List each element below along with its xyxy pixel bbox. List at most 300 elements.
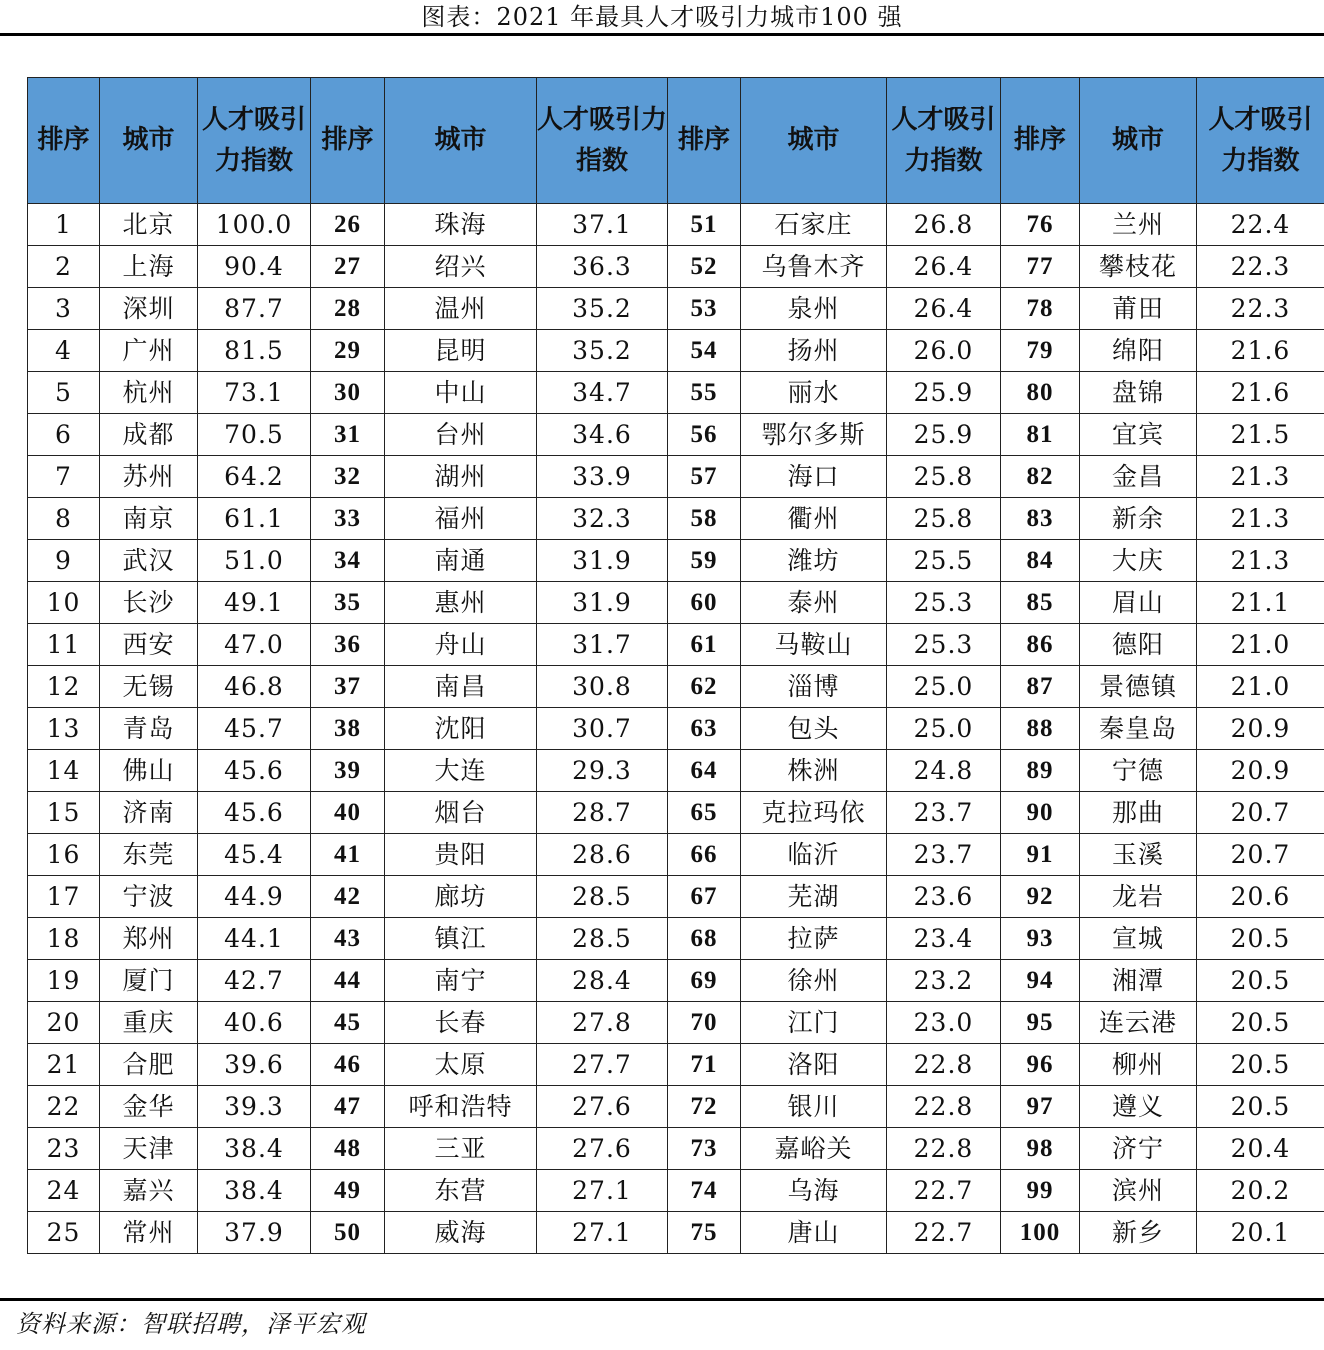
- city-cell: 潍坊: [741, 540, 887, 582]
- city-cell: 克拉玛依: [741, 792, 887, 834]
- table-row: [28, 960, 1324, 1002]
- city-cell: 昆明: [385, 330, 537, 372]
- index-cell: 21.0: [1197, 624, 1324, 666]
- city-header: 城市: [1080, 78, 1197, 204]
- rank-cell: 39: [311, 750, 385, 792]
- city-cell: 东莞: [100, 834, 198, 876]
- index-cell: 28.6: [537, 834, 668, 876]
- table-row: [28, 918, 1324, 960]
- rank-header: 排序: [668, 78, 741, 204]
- table-row: [28, 330, 1324, 372]
- rank-cell: 4: [28, 330, 100, 372]
- index-cell: 27.1: [537, 1170, 668, 1212]
- table-row: [28, 288, 1324, 330]
- city-cell: 台州: [385, 414, 537, 456]
- city-cell: 烟台: [385, 792, 537, 834]
- index-cell: 21.1: [1197, 582, 1324, 624]
- rank-cell: 79: [1001, 330, 1080, 372]
- index-cell: 28.7: [537, 792, 668, 834]
- city-cell: 西安: [100, 624, 198, 666]
- city-cell: 常州: [100, 1212, 198, 1254]
- city-cell: 廊坊: [385, 876, 537, 918]
- city-cell: 嘉峪关: [741, 1128, 887, 1170]
- index-cell: 22.7: [887, 1170, 1001, 1212]
- rank-cell: 13: [28, 708, 100, 750]
- city-cell: 绍兴: [385, 246, 537, 288]
- city-cell: 南宁: [385, 960, 537, 1002]
- rank-cell: 81: [1001, 414, 1080, 456]
- ranking-table: [27, 77, 1324, 1254]
- rank-cell: 56: [668, 414, 741, 456]
- index-cell: 20.2: [1197, 1170, 1324, 1212]
- rank-cell: 44: [311, 960, 385, 1002]
- rank-cell: 7: [28, 456, 100, 498]
- index-cell: 31.9: [537, 540, 668, 582]
- index-cell: 26.4: [887, 288, 1001, 330]
- rank-cell: 55: [668, 372, 741, 414]
- top-rule: [0, 33, 1324, 36]
- rank-cell: 84: [1001, 540, 1080, 582]
- city-cell: 马鞍山: [741, 624, 887, 666]
- index-cell: 20.5: [1197, 960, 1324, 1002]
- city-cell: 泉州: [741, 288, 887, 330]
- city-header: 城市: [100, 78, 198, 204]
- city-cell: 宁德: [1080, 750, 1197, 792]
- city-cell: 新乡: [1080, 1212, 1197, 1254]
- rank-cell: 37: [311, 666, 385, 708]
- index-cell: 30.8: [537, 666, 668, 708]
- index-cell: 20.7: [1197, 792, 1324, 834]
- rank-cell: 21: [28, 1044, 100, 1086]
- city-cell: 湖州: [385, 456, 537, 498]
- city-cell: 眉山: [1080, 582, 1197, 624]
- index-cell: 21.3: [1197, 540, 1324, 582]
- city-cell: 中山: [385, 372, 537, 414]
- rank-cell: 64: [668, 750, 741, 792]
- table-row: [28, 204, 1324, 246]
- rank-cell: 86: [1001, 624, 1080, 666]
- rank-cell: 36: [311, 624, 385, 666]
- index-cell: 45.6: [198, 750, 311, 792]
- rank-cell: 1: [28, 204, 100, 246]
- rank-cell: 52: [668, 246, 741, 288]
- rank-cell: 42: [311, 876, 385, 918]
- city-cell: 新余: [1080, 498, 1197, 540]
- index-cell: 21.5: [1197, 414, 1324, 456]
- index-cell: 46.8: [198, 666, 311, 708]
- index-cell: 23.7: [887, 834, 1001, 876]
- table-row: [28, 708, 1324, 750]
- rank-cell: 80: [1001, 372, 1080, 414]
- index-cell: 20.9: [1197, 750, 1324, 792]
- city-cell: 德阳: [1080, 624, 1197, 666]
- city-cell: 绵阳: [1080, 330, 1197, 372]
- rank-cell: 32: [311, 456, 385, 498]
- index-cell: 34.6: [537, 414, 668, 456]
- city-cell: 厦门: [100, 960, 198, 1002]
- city-cell: 大庆: [1080, 540, 1197, 582]
- city-cell: 宣城: [1080, 918, 1197, 960]
- city-header: 城市: [741, 78, 887, 204]
- index-cell: 35.2: [537, 330, 668, 372]
- rank-cell: 76: [1001, 204, 1080, 246]
- index-cell: 20.5: [1197, 1044, 1324, 1086]
- index-cell: 23.2: [887, 960, 1001, 1002]
- index-cell: 27.8: [537, 1002, 668, 1044]
- index-cell: 27.7: [537, 1044, 668, 1086]
- city-cell: 北京: [100, 204, 198, 246]
- index-cell: 27.6: [537, 1086, 668, 1128]
- index-cell: 26.0: [887, 330, 1001, 372]
- index-cell: 25.0: [887, 708, 1001, 750]
- index-cell: 61.1: [198, 498, 311, 540]
- rank-cell: 23: [28, 1128, 100, 1170]
- city-cell: 南昌: [385, 666, 537, 708]
- city-cell: 鄂尔多斯: [741, 414, 887, 456]
- city-cell: 江门: [741, 1002, 887, 1044]
- city-cell: 沈阳: [385, 708, 537, 750]
- city-cell: 攀枝花: [1080, 246, 1197, 288]
- index-cell: 25.5: [887, 540, 1001, 582]
- index-cell: 39.3: [198, 1086, 311, 1128]
- rank-cell: 83: [1001, 498, 1080, 540]
- index-cell: 22.8: [887, 1044, 1001, 1086]
- index-cell: 25.9: [887, 372, 1001, 414]
- rank-cell: 12: [28, 666, 100, 708]
- city-cell: 太原: [385, 1044, 537, 1086]
- rank-cell: 40: [311, 792, 385, 834]
- index-cell: 22.3: [1197, 288, 1324, 330]
- rank-cell: 71: [668, 1044, 741, 1086]
- city-cell: 徐州: [741, 960, 887, 1002]
- index-cell: 45.6: [198, 792, 311, 834]
- header-row: [28, 78, 1324, 204]
- rank-cell: 60: [668, 582, 741, 624]
- rank-cell: 90: [1001, 792, 1080, 834]
- city-cell: 无锡: [100, 666, 198, 708]
- rank-cell: 77: [1001, 246, 1080, 288]
- index-cell: 31.9: [537, 582, 668, 624]
- index-cell: 20.9: [1197, 708, 1324, 750]
- rank-cell: 29: [311, 330, 385, 372]
- index-cell: 40.6: [198, 1002, 311, 1044]
- city-cell: 金华: [100, 1086, 198, 1128]
- city-cell: 天津: [100, 1128, 198, 1170]
- index-cell: 20.4: [1197, 1128, 1324, 1170]
- index-header: 人才吸引力指数: [537, 78, 668, 204]
- city-cell: 乌海: [741, 1170, 887, 1212]
- city-cell: 温州: [385, 288, 537, 330]
- city-cell: 重庆: [100, 1002, 198, 1044]
- city-cell: 武汉: [100, 540, 198, 582]
- city-cell: 淄博: [741, 666, 887, 708]
- city-cell: 泰州: [741, 582, 887, 624]
- index-cell: 23.4: [887, 918, 1001, 960]
- rank-cell: 34: [311, 540, 385, 582]
- index-cell: 100.0: [198, 204, 311, 246]
- index-cell: 37.9: [198, 1212, 311, 1254]
- city-cell: 东营: [385, 1170, 537, 1212]
- city-cell: 遵义: [1080, 1086, 1197, 1128]
- city-cell: 那曲: [1080, 792, 1197, 834]
- index-cell: 20.6: [1197, 876, 1324, 918]
- rank-cell: 20: [28, 1002, 100, 1044]
- city-cell: 芜湖: [741, 876, 887, 918]
- rank-cell: 99: [1001, 1170, 1080, 1212]
- rank-cell: 6: [28, 414, 100, 456]
- rank-cell: 91: [1001, 834, 1080, 876]
- city-cell: 长沙: [100, 582, 198, 624]
- city-cell: 株洲: [741, 750, 887, 792]
- city-cell: 龙岩: [1080, 876, 1197, 918]
- index-cell: 21.3: [1197, 498, 1324, 540]
- rank-cell: 68: [668, 918, 741, 960]
- city-cell: 柳州: [1080, 1044, 1197, 1086]
- index-cell: 28.4: [537, 960, 668, 1002]
- index-cell: 45.4: [198, 834, 311, 876]
- table-row: [28, 750, 1324, 792]
- rank-header: 排序: [28, 78, 100, 204]
- rank-cell: 9: [28, 540, 100, 582]
- city-cell: 贵阳: [385, 834, 537, 876]
- city-cell: 惠州: [385, 582, 537, 624]
- index-cell: 26.8: [887, 204, 1001, 246]
- city-cell: 兰州: [1080, 204, 1197, 246]
- rank-cell: 65: [668, 792, 741, 834]
- rank-cell: 3: [28, 288, 100, 330]
- index-cell: 73.1: [198, 372, 311, 414]
- rank-cell: 73: [668, 1128, 741, 1170]
- index-cell: 29.3: [537, 750, 668, 792]
- rank-cell: 63: [668, 708, 741, 750]
- rank-cell: 2: [28, 246, 100, 288]
- index-cell: 22.3: [1197, 246, 1324, 288]
- index-cell: 21.0: [1197, 666, 1324, 708]
- rank-cell: 96: [1001, 1044, 1080, 1086]
- index-cell: 64.2: [198, 456, 311, 498]
- city-cell: 扬州: [741, 330, 887, 372]
- page-title: 图表：2021 年最具人才吸引力城市100 强: [421, 3, 903, 31]
- rank-cell: 33: [311, 498, 385, 540]
- city-cell: 威海: [385, 1212, 537, 1254]
- city-cell: 成都: [100, 414, 198, 456]
- index-cell: 44.1: [198, 918, 311, 960]
- index-cell: 33.9: [537, 456, 668, 498]
- rank-cell: 48: [311, 1128, 385, 1170]
- rank-cell: 88: [1001, 708, 1080, 750]
- rank-cell: 15: [28, 792, 100, 834]
- index-cell: 20.1: [1197, 1212, 1324, 1254]
- index-cell: 44.9: [198, 876, 311, 918]
- table-row: [28, 456, 1324, 498]
- index-cell: 27.6: [537, 1128, 668, 1170]
- index-cell: 20.5: [1197, 918, 1324, 960]
- index-cell: 22.8: [887, 1086, 1001, 1128]
- city-cell: 上海: [100, 246, 198, 288]
- index-cell: 20.7: [1197, 834, 1324, 876]
- index-cell: 25.3: [887, 582, 1001, 624]
- city-cell: 景德镇: [1080, 666, 1197, 708]
- table-row: [28, 876, 1324, 918]
- rank-cell: 57: [668, 456, 741, 498]
- index-cell: 22.4: [1197, 204, 1324, 246]
- index-cell: 38.4: [198, 1170, 311, 1212]
- rank-cell: 41: [311, 834, 385, 876]
- city-cell: 佛山: [100, 750, 198, 792]
- city-cell: 镇江: [385, 918, 537, 960]
- index-cell: 28.5: [537, 918, 668, 960]
- rank-cell: 22: [28, 1086, 100, 1128]
- rank-cell: 31: [311, 414, 385, 456]
- city-cell: 玉溪: [1080, 834, 1197, 876]
- rank-cell: 14: [28, 750, 100, 792]
- city-cell: 金昌: [1080, 456, 1197, 498]
- city-cell: 石家庄: [741, 204, 887, 246]
- index-cell: 36.3: [537, 246, 668, 288]
- city-cell: 合肥: [100, 1044, 198, 1086]
- city-cell: 连云港: [1080, 1002, 1197, 1044]
- index-cell: 21.6: [1197, 372, 1324, 414]
- index-cell: 42.7: [198, 960, 311, 1002]
- rank-cell: 98: [1001, 1128, 1080, 1170]
- index-header: 人才吸引力指数: [1197, 78, 1324, 204]
- city-cell: 滨州: [1080, 1170, 1197, 1212]
- city-cell: 郑州: [100, 918, 198, 960]
- rank-cell: 19: [28, 960, 100, 1002]
- index-cell: 90.4: [198, 246, 311, 288]
- rank-cell: 54: [668, 330, 741, 372]
- index-cell: 21.3: [1197, 456, 1324, 498]
- index-header: 人才吸引力指数: [198, 78, 311, 204]
- rank-cell: 27: [311, 246, 385, 288]
- rank-cell: 97: [1001, 1086, 1080, 1128]
- table-row: [28, 1128, 1324, 1170]
- index-cell: 32.3: [537, 498, 668, 540]
- rank-cell: 89: [1001, 750, 1080, 792]
- index-cell: 49.1: [198, 582, 311, 624]
- table-row: [28, 414, 1324, 456]
- index-cell: 22.8: [887, 1128, 1001, 1170]
- table-row: [28, 498, 1324, 540]
- rank-cell: 8: [28, 498, 100, 540]
- table-row: [28, 624, 1324, 666]
- rank-cell: 95: [1001, 1002, 1080, 1044]
- city-cell: 济宁: [1080, 1128, 1197, 1170]
- rank-cell: 85: [1001, 582, 1080, 624]
- city-cell: 杭州: [100, 372, 198, 414]
- index-header: 人才吸引力指数: [887, 78, 1001, 204]
- table-row: [28, 372, 1324, 414]
- table-row: [28, 834, 1324, 876]
- city-cell: 湘潭: [1080, 960, 1197, 1002]
- index-cell: 39.6: [198, 1044, 311, 1086]
- table-row: [28, 1044, 1324, 1086]
- index-cell: 37.1: [537, 204, 668, 246]
- rank-cell: 25: [28, 1212, 100, 1254]
- source-note: 资料来源：智联招聘，泽平宏观: [16, 1310, 366, 1338]
- rank-cell: 18: [28, 918, 100, 960]
- table-row: [28, 582, 1324, 624]
- index-cell: 23.6: [887, 876, 1001, 918]
- rank-cell: 75: [668, 1212, 741, 1254]
- city-cell: 唐山: [741, 1212, 887, 1254]
- index-cell: 27.1: [537, 1212, 668, 1254]
- city-cell: 宁波: [100, 876, 198, 918]
- table-row: [28, 540, 1324, 582]
- city-cell: 海口: [741, 456, 887, 498]
- index-cell: 47.0: [198, 624, 311, 666]
- city-cell: 长春: [385, 1002, 537, 1044]
- rank-cell: 58: [668, 498, 741, 540]
- index-cell: 26.4: [887, 246, 1001, 288]
- rank-cell: 62: [668, 666, 741, 708]
- city-cell: 乌鲁木齐: [741, 246, 887, 288]
- index-cell: 87.7: [198, 288, 311, 330]
- rank-cell: 10: [28, 582, 100, 624]
- city-cell: 宜宾: [1080, 414, 1197, 456]
- rank-cell: 38: [311, 708, 385, 750]
- city-cell: 临沂: [741, 834, 887, 876]
- rank-cell: 43: [311, 918, 385, 960]
- index-cell: 28.5: [537, 876, 668, 918]
- index-cell: 25.8: [887, 498, 1001, 540]
- city-cell: 银川: [741, 1086, 887, 1128]
- table-row: [28, 1086, 1324, 1128]
- rank-cell: 11: [28, 624, 100, 666]
- rank-cell: 53: [668, 288, 741, 330]
- index-cell: 30.7: [537, 708, 668, 750]
- table-row: [28, 1170, 1324, 1212]
- rank-cell: 66: [668, 834, 741, 876]
- city-cell: 南通: [385, 540, 537, 582]
- index-cell: 25.9: [887, 414, 1001, 456]
- index-cell: 35.2: [537, 288, 668, 330]
- city-cell: 衢州: [741, 498, 887, 540]
- rank-cell: 16: [28, 834, 100, 876]
- index-cell: 20.5: [1197, 1002, 1324, 1044]
- city-cell: 大连: [385, 750, 537, 792]
- rank-cell: 70: [668, 1002, 741, 1044]
- rank-cell: 94: [1001, 960, 1080, 1002]
- rank-cell: 24: [28, 1170, 100, 1212]
- city-cell: 呼和浩特: [385, 1086, 537, 1128]
- city-cell: 洛阳: [741, 1044, 887, 1086]
- table-row: [28, 1212, 1324, 1254]
- city-cell: 青岛: [100, 708, 198, 750]
- rank-cell: 59: [668, 540, 741, 582]
- rank-cell: 92: [1001, 876, 1080, 918]
- rank-cell: 46: [311, 1044, 385, 1086]
- index-cell: 23.0: [887, 1002, 1001, 1044]
- index-cell: 23.7: [887, 792, 1001, 834]
- index-cell: 21.6: [1197, 330, 1324, 372]
- rank-cell: 72: [668, 1086, 741, 1128]
- city-cell: 拉萨: [741, 918, 887, 960]
- city-cell: 广州: [100, 330, 198, 372]
- rank-cell: 67: [668, 876, 741, 918]
- rank-cell: 87: [1001, 666, 1080, 708]
- city-cell: 嘉兴: [100, 1170, 198, 1212]
- index-cell: 25.3: [887, 624, 1001, 666]
- city-cell: 三亚: [385, 1128, 537, 1170]
- city-cell: 福州: [385, 498, 537, 540]
- city-cell: 苏州: [100, 456, 198, 498]
- city-header: 城市: [385, 78, 537, 204]
- index-cell: 51.0: [198, 540, 311, 582]
- rank-header: 排序: [311, 78, 385, 204]
- index-cell: 20.5: [1197, 1086, 1324, 1128]
- rank-header: 排序: [1001, 78, 1080, 204]
